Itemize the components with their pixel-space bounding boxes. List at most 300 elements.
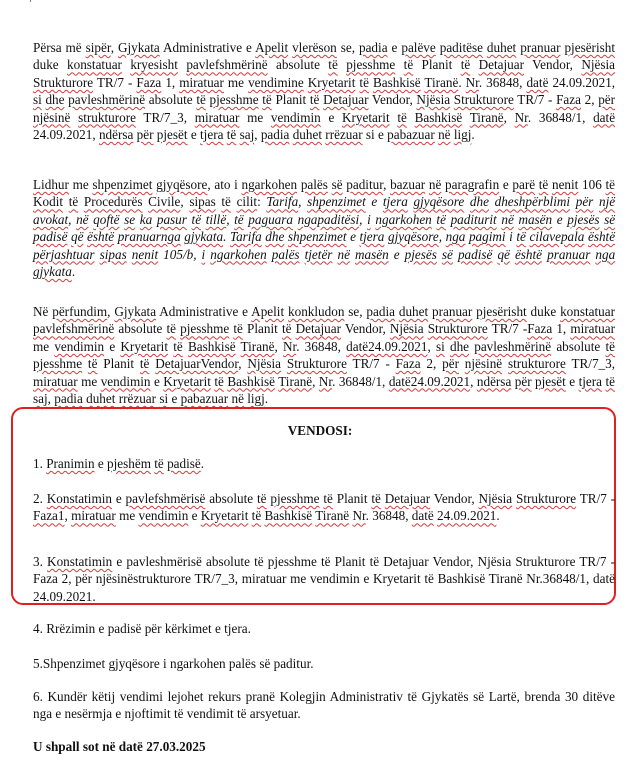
spellcheck-flagged-word: të (257, 491, 267, 506)
text-run (407, 110, 415, 125)
spellcheck-flagged-word: Tiranë (315, 508, 350, 524)
spellcheck-flagged-word: Gjykata (117, 40, 160, 55)
spellcheck-flagged-word: pjesët (156, 127, 188, 143)
text-run: Planit (242, 321, 282, 337)
spellcheck-flagged-word: të (226, 127, 237, 143)
spellcheck-flagged-word: tillë (205, 211, 227, 227)
spellcheck-flagged-word: pavlefshmërinë (186, 57, 268, 73)
spellcheck-flagged-word: që (497, 246, 510, 262)
spellcheck-flagged-word: Detajuar (478, 57, 524, 73)
spellcheck-flagged-word: pabazuar (387, 127, 435, 143)
spellcheck-flagged-word: Lidhur (33, 177, 69, 192)
spellcheck-flagged-word: sipas (99, 246, 127, 262)
spellcheck-flagged-word: Bashkisë (372, 74, 421, 90)
spellcheck-flagged-word: Strukturore (427, 321, 488, 337)
text-run: i (505, 229, 517, 245)
spellcheck-flagged-word: Strukturore (33, 74, 94, 90)
spellcheck-flagged-word: të (234, 211, 244, 227)
spellcheck-flagged-word: së (331, 177, 343, 192)
spellcheck-flagged-word: të (139, 356, 150, 372)
spellcheck-flagged-word: konstatuar (560, 304, 615, 319)
text-run: . (458, 74, 466, 90)
spellcheck-flagged-word: pagimi (468, 229, 506, 245)
decision-item-5: 5.Shpenzimet gjyqësore i ngarkohen palës së paditur. (33, 656, 314, 671)
text-run: Në (33, 304, 53, 319)
text-run: : (257, 194, 267, 210)
spellcheck-flagged-word: të (154, 456, 164, 471)
spellcheck-flagged-word: Faza (556, 92, 581, 108)
text-run: . (71, 264, 76, 280)
spellcheck-flagged-word: është (514, 246, 543, 262)
spellcheck-flagged-word: Nr (283, 338, 297, 354)
text-run: . (200, 456, 205, 471)
spellcheck-flagged-word: ngarkohen (375, 211, 432, 227)
spellcheck-flagged-word: tjera (200, 127, 224, 143)
text-run: se, (344, 304, 367, 319)
spellcheck-flagged-word: Njësia (478, 491, 513, 506)
decision-item-2 (33, 490, 615, 525)
spellcheck-flagged-word: për (514, 373, 532, 389)
text-run: e (168, 391, 181, 407)
spellcheck-flagged-word: datë (411, 508, 434, 524)
spellcheck-flagged-word: të (166, 321, 177, 337)
paragraph-assessment (33, 39, 615, 143)
spellcheck-flagged-word: njësinë (33, 109, 71, 125)
text-run: 3. (33, 554, 48, 569)
spellcheck-flagged-word: të (436, 211, 446, 227)
text-run: absolute (267, 57, 329, 73)
spellcheck-flagged-word: të (538, 177, 549, 192)
text-run: , (64, 508, 72, 524)
spellcheck-flagged-word: se (124, 211, 136, 227)
text-run: . 36848, (478, 74, 527, 90)
spellcheck-flagged-word: të (516, 229, 526, 245)
spellcheck-flagged-word: bazuar (390, 177, 426, 192)
spellcheck-flagged-word: strukturore (78, 109, 136, 125)
text-run: Administrative e (156, 304, 252, 319)
text-run: 2, (581, 92, 599, 108)
text-run: e (388, 246, 405, 262)
spellcheck-flagged-word: për (575, 194, 594, 210)
spellcheck-flagged-word: vendimine (248, 74, 304, 90)
spellcheck-flagged-word: të (233, 321, 243, 337)
spellcheck-flagged-word: ngapaditësi (297, 211, 360, 227)
spellcheck-flagged-word: të (214, 373, 224, 389)
text-run: . 36848/1, (332, 373, 389, 389)
spellcheck-flagged-word: pranuar (432, 304, 473, 319)
spellcheck-flagged-word: Nr (514, 109, 528, 125)
spellcheck-flagged-word: tjera (578, 373, 603, 389)
spellcheck-flagged-word: të (281, 321, 292, 337)
spellcheck-flagged-word: miratuar (33, 373, 78, 389)
spellcheck-flagged-word: së (604, 211, 616, 227)
text-run: , (298, 194, 308, 210)
spellcheck-flagged-word: Bashkisë (187, 338, 236, 354)
spellcheck-flagged-word: ndërsa (476, 373, 512, 389)
spellcheck-flagged-word: të (191, 211, 202, 227)
spellcheck-flagged-word: ligj (453, 127, 472, 143)
spellcheck-flagged-word: tjera (359, 229, 385, 245)
paragraph-court-costs (33, 176, 615, 280)
spellcheck-flagged-word: në (428, 177, 442, 192)
spellcheck-flagged-word: ka (139, 211, 153, 227)
text-run: TR/7 - (513, 92, 557, 108)
text-run: si e (362, 127, 388, 143)
text-run: TR/7 - (487, 321, 528, 337)
text-run: TR/7_3, (135, 109, 195, 125)
spellcheck-flagged-word: Pranimin (46, 456, 95, 471)
text-run: e (111, 491, 126, 506)
text-run: 106 (578, 177, 606, 192)
spellcheck-flagged-word: së (441, 246, 453, 262)
spellcheck-flagged-word: pranuarnga (117, 229, 181, 245)
spellcheck-flagged-word: shpenzimet (92, 177, 153, 192)
spellcheck-flagged-word: pabazuar (180, 391, 229, 407)
text-run: . (471, 127, 475, 143)
text-run: TR/7 - (93, 74, 137, 90)
text-run: , (312, 373, 319, 389)
spellcheck-flagged-word: qoftë (93, 211, 120, 227)
spellcheck-flagged-word: paditurit (450, 211, 497, 227)
spellcheck-flagged-word: Kryetarit (342, 109, 390, 125)
text-run: 24.09.2021, (548, 74, 616, 90)
spellcheck-flagged-word: në (438, 127, 451, 143)
text-run: , ato i (207, 177, 242, 192)
text-run: Administrative e (159, 40, 256, 55)
spellcheck-flagged-word: të (328, 57, 338, 73)
spellcheck-flagged-word: pjesshme (33, 356, 83, 372)
spellcheck-flagged-word: Njësia (581, 57, 616, 73)
spellcheck-flagged-word: vendimin (100, 373, 151, 389)
spellcheck-flagged-word: duhet (86, 391, 116, 407)
spellcheck-flagged-word: kryesisht (130, 57, 178, 73)
spellcheck-flagged-word: Kryetarit (163, 373, 211, 389)
spellcheck-flagged-word: vendimin (138, 508, 189, 524)
spellcheck-flagged-word: dhe (265, 229, 285, 245)
spellcheck-flagged-word: të (359, 74, 369, 90)
spellcheck-flagged-word: të (605, 177, 615, 192)
spellcheck-flagged-word: cilavepala (529, 229, 585, 245)
text-run: absolute (114, 321, 167, 337)
text-run: e (187, 127, 201, 143)
spellcheck-flagged-word: padisë (167, 456, 201, 471)
spellcheck-flagged-word: Detajuar (384, 491, 431, 506)
text-run: , (438, 229, 446, 245)
text-run: Vendor, (524, 57, 582, 73)
spellcheck-flagged-word: Nr (352, 508, 366, 524)
spellcheck-flagged-word: shpenzimet (307, 194, 366, 210)
spellcheck-flagged-word: datë (593, 109, 616, 125)
text-run: Vendor, (368, 92, 417, 108)
spellcheck-flagged-word: datë24.09.2021 (346, 338, 428, 354)
spellcheck-flagged-word: strukturore (507, 356, 566, 372)
spellcheck-flagged-word: të (403, 57, 414, 73)
text-run: e (94, 456, 107, 471)
spellcheck-flagged-word: të (251, 508, 262, 524)
spellcheck-flagged-word: ligj (247, 391, 265, 407)
spellcheck-flagged-word: Nr (318, 373, 333, 389)
spellcheck-flagged-word: Tiranë (240, 338, 275, 354)
spellcheck-flagged-word: pjesës (404, 246, 437, 262)
spellcheck-flagged-word: përjashtuar (33, 246, 95, 262)
text-run: e pavleshmërisë absolute të pjesshme të Planit të Detajuar Vendor, Njësia Strukturore TR/7 - Faza 2, për njësinëstrukturore TR/7_3, miratuar me vendimin e Kryetarit të Bashkisë Tiranë Nr.36848/1, datë 24.09.2021. (33, 554, 616, 604)
text-run: . (223, 229, 230, 245)
spellcheck-flagged-word: miratuar (179, 74, 224, 90)
announcement-date: U shpall sot në datë 27.03.2025 (33, 739, 206, 754)
text-run: absolute (551, 338, 606, 354)
spellcheck-flagged-word: Gjykata (114, 304, 157, 319)
spellcheck-flagged-word: Tiranë (278, 373, 313, 389)
spellcheck-flagged-word: saj (239, 127, 255, 143)
text-run (395, 57, 403, 72)
text-run: , (110, 40, 118, 55)
spellcheck-flagged-word: miratuar (71, 508, 116, 524)
spellcheck-flagged-word: pranuar (520, 40, 561, 55)
text-run: se, (336, 40, 359, 55)
spellcheck-flagged-word: pavleshmërinë (68, 92, 146, 108)
spellcheck-flagged-word: të (68, 194, 79, 210)
spellcheck-flagged-word: Bashkisë (414, 109, 463, 125)
spellcheck-flagged-word: Bashkisë (264, 508, 313, 524)
spellcheck-flagged-word: për (442, 356, 459, 372)
text-run: 105/b, (158, 246, 202, 262)
text-run: . 36848, (296, 338, 347, 354)
spellcheck-flagged-word: të (87, 356, 98, 372)
spellcheck-flagged-word: duhet (398, 304, 429, 319)
spellcheck-flagged-word: 24.09.2021 (437, 508, 497, 524)
text-run: e (565, 373, 579, 389)
text-run: e (552, 211, 568, 227)
text-run: duke (33, 57, 67, 73)
spellcheck-flagged-word: palës (300, 177, 328, 192)
spellcheck-flagged-word: sipas (189, 194, 216, 210)
text-run: Vendor, (341, 321, 390, 337)
spellcheck-flagged-word: të (605, 373, 615, 389)
spellcheck-flagged-word: Nr (465, 74, 479, 90)
text-run: 2. (33, 491, 47, 506)
spellcheck-flagged-word: të (309, 92, 320, 108)
spellcheck-flagged-word: pjesës (567, 211, 600, 227)
spellcheck-flagged-word: paguara (248, 211, 293, 227)
text-run: e (346, 229, 360, 245)
spellcheck-flagged-word: vendimin (54, 338, 105, 354)
spellcheck-flagged-word: Civile (148, 194, 181, 210)
spellcheck-flagged-word: gjyqësore (413, 194, 465, 210)
spellcheck-flagged-word: Kryetarit (120, 338, 169, 354)
text-run: , (238, 356, 248, 372)
text-run: 2, (420, 356, 443, 372)
spellcheck-flagged-word: pjesshme (209, 92, 259, 108)
spellcheck-flagged-word: padia (54, 391, 83, 407)
spellcheck-flagged-word: rrëzuar (325, 127, 363, 143)
text-run: , (503, 109, 515, 125)
text-run: e (499, 177, 513, 192)
text-run (338, 57, 346, 72)
text-run: 1, (161, 74, 180, 90)
spellcheck-flagged-word: masën (518, 211, 553, 227)
spellcheck-flagged-word: Tiranë (424, 74, 459, 90)
text-run: , (359, 211, 368, 227)
spellcheck-flagged-word: miratuar (194, 109, 240, 125)
spellcheck-flagged-word: të (196, 92, 206, 108)
text-run: . 36848, (365, 508, 412, 524)
spellcheck-flagged-word: dhe (469, 194, 489, 210)
text-run: e (320, 109, 343, 125)
spellcheck-flagged-word: pjesshme (180, 321, 230, 337)
text-run: e (188, 508, 201, 524)
spellcheck-flagged-word: pranuar (547, 246, 591, 262)
spellcheck-flagged-word: parë (512, 177, 536, 192)
decision-item-4: 4. Rrëzimin e padisë për kërkimet e tjera. (33, 621, 251, 636)
spellcheck-flagged-word: padia (358, 40, 388, 55)
spellcheck-flagged-word: Konstatimin (46, 491, 112, 506)
text-run: me (68, 177, 93, 192)
spellcheck-flagged-word: që (71, 229, 84, 245)
text-run: TR/7 - (576, 491, 616, 506)
page-corner-mark (30, 0, 35, 2)
text-run: TR/7 - (346, 356, 396, 372)
spellcheck-flagged-word: vendimin (270, 109, 321, 125)
spellcheck-flagged-word: DetajuarVendor (155, 356, 239, 372)
text-run: TR/7_3, (565, 356, 616, 372)
paragraph-conclusion (33, 303, 615, 407)
spellcheck-flagged-word: Konstatimin (47, 554, 113, 569)
spellcheck-flagged-word: Tarifa (266, 194, 299, 210)
text-run: Planit (97, 356, 140, 372)
text-run: e (365, 194, 383, 210)
decision-item-1 (33, 455, 615, 472)
text-run: , (47, 391, 55, 407)
spellcheck-flagged-word: Njësia (416, 92, 451, 108)
spellcheck-flagged-word: pjesshme (346, 57, 396, 73)
spellcheck-flagged-word: përfundim (52, 304, 108, 319)
text-run: duke (526, 304, 561, 319)
spellcheck-flagged-word: tjetër (304, 246, 333, 262)
text-run: e (150, 373, 164, 389)
spellcheck-flagged-word: paditëse (439, 40, 483, 55)
text-run: me (77, 373, 101, 389)
spellcheck-flagged-word: paragrafin (445, 177, 500, 192)
spellcheck-flagged-word: pavlefshmërinë (33, 321, 115, 337)
spellcheck-flagged-word: i (201, 246, 206, 262)
text-run: , (383, 177, 391, 192)
text-run (70, 110, 78, 125)
decision-item-6: 6. Kundër këtij vendimi lejohet rekurs pranë Kolegjin Administrativ të Gjykatës së Lartë, brenda 30 ditëve nga e nesërmja e njoftimit të vendimit të arsyetuar. (33, 689, 615, 722)
spellcheck-flagged-word: njësinë (464, 356, 503, 372)
spellcheck-flagged-word: Njësia (389, 321, 424, 337)
spellcheck-flagged-word: si (435, 338, 445, 354)
spellcheck-flagged-word: të (460, 57, 471, 73)
spellcheck-flagged-word: Kodit (33, 194, 64, 210)
spellcheck-flagged-word: nga (595, 246, 616, 262)
spellcheck-flagged-word: nenit (551, 177, 579, 192)
spellcheck-flagged-word: si (33, 92, 42, 108)
spellcheck-flagged-word: ndërsa (98, 127, 134, 143)
spellcheck-flagged-word: paditur (346, 177, 384, 192)
spellcheck-flagged-word: për (136, 127, 154, 143)
spellcheck-flagged-word: pjesët (535, 373, 566, 389)
text-run: 24.09.2021, (33, 127, 99, 143)
spellcheck-flagged-word: Faza1 (33, 508, 65, 524)
text-run: . 36848/1, (527, 109, 594, 125)
spellcheck-flagged-word: pavlefshmërisë (125, 491, 206, 506)
spellcheck-flagged-word: konkludon (288, 304, 345, 319)
text-run: absolute (145, 92, 197, 108)
spellcheck-flagged-word: Apelit (255, 40, 289, 55)
spellcheck-flagged-word: konstatuar (67, 57, 122, 73)
spellcheck-flagged-word: të (221, 194, 231, 210)
text-run: 1. (33, 456, 47, 471)
spellcheck-flagged-word: në (231, 391, 244, 407)
spellcheck-flagged-word: Apelit (251, 304, 285, 319)
spellcheck-flagged-word: Procedurës (83, 194, 143, 210)
text-run: Planit (271, 92, 310, 108)
spellcheck-flagged-word: Strukturore (516, 491, 577, 506)
spellcheck-flagged-word: për (598, 92, 616, 108)
text-run: 1, (552, 321, 571, 337)
spellcheck-flagged-word: ngarkohen (210, 246, 267, 262)
text-run: Planit (332, 491, 372, 506)
text-run: Planit (413, 57, 461, 73)
text-run: e (104, 338, 121, 354)
text-run: , (427, 338, 436, 354)
spellcheck-flagged-word: datë (526, 74, 549, 90)
spellcheck-flagged-word: gjyqësore (387, 229, 439, 245)
spellcheck-flagged-word: duhet (292, 127, 322, 143)
spellcheck-flagged-word: pavleshmërinë (474, 338, 552, 354)
text-run: . (264, 391, 269, 407)
text-run: me (223, 74, 249, 90)
spellcheck-flagged-word: Tarifa (229, 229, 262, 245)
decision-item-3 (33, 553, 615, 605)
spellcheck-flagged-word: Kryetarit (200, 508, 249, 524)
spellcheck-flagged-word: pjeshëm (107, 456, 151, 471)
text-run: , (274, 338, 283, 354)
spellcheck-flagged-word: nenit (131, 246, 159, 262)
spellcheck-flagged-word: Njësia (247, 356, 282, 372)
spellcheck-flagged-word: vlerëson (292, 40, 337, 55)
spellcheck-flagged-word: pjesërisht (564, 40, 615, 55)
spellcheck-flagged-word: Tiranë (469, 109, 504, 125)
text-run: , (68, 211, 77, 227)
spellcheck-flagged-word: ngarkohen (241, 177, 298, 192)
spellcheck-flagged-word: të (605, 338, 616, 354)
spellcheck-flagged-word: një (598, 194, 616, 210)
spellcheck-flagged-word: Kryetarit (307, 74, 356, 90)
spellcheck-flagged-word: miratuar (570, 321, 616, 337)
decision-heading: VENDOSI: (287, 423, 353, 438)
spellcheck-flagged-word: padisë (457, 246, 493, 262)
spellcheck-flagged-word: gjykata (184, 229, 224, 245)
spellcheck-flagged-word: padia (260, 127, 290, 143)
spellcheck-flagged-word: Faza (527, 321, 553, 337)
spellcheck-flagged-word: palës (271, 246, 300, 262)
text-run: . (496, 508, 500, 524)
spellcheck-flagged-word: palëve (401, 40, 436, 55)
spellcheck-flagged-word: në (76, 211, 89, 227)
spellcheck-flagged-word: është (587, 229, 616, 245)
spellcheck-flagged-word: Detajuar (295, 321, 341, 337)
spellcheck-flagged-word: si (159, 391, 169, 407)
text-run: me (115, 508, 139, 524)
spellcheck-flagged-word: Strukturore (453, 92, 514, 108)
spellcheck-flagged-word: duhet (486, 40, 517, 55)
text-run: me (33, 338, 55, 354)
spellcheck-flagged-word: i (367, 211, 371, 227)
spellcheck-flagged-word: avokat (33, 211, 69, 227)
spellcheck-flagged-word: padia (366, 304, 395, 319)
spellcheck-flagged-word: dhe (45, 92, 65, 108)
